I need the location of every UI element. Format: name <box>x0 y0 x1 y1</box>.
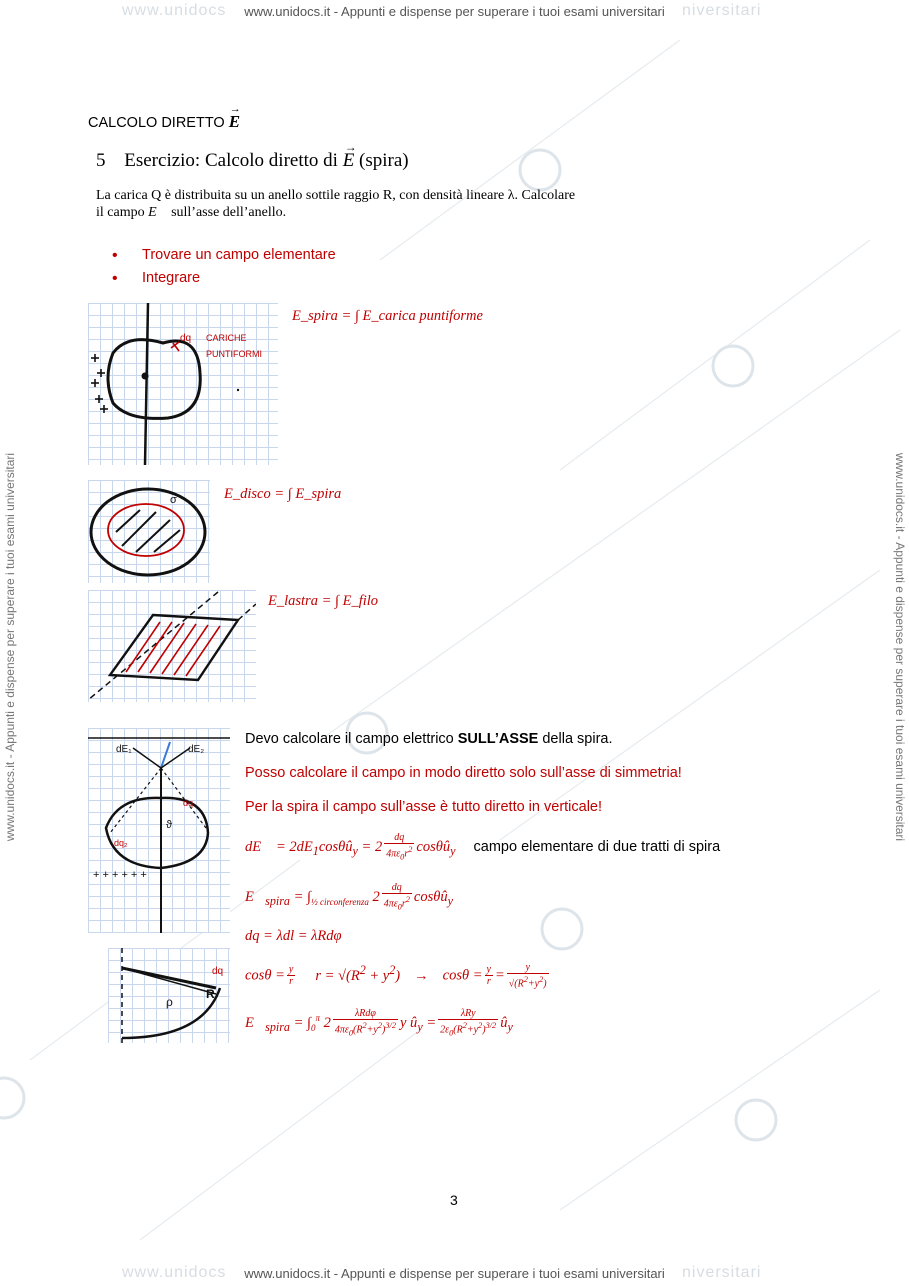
sketch-spira <box>88 303 278 465</box>
svg-text:ϑ: ϑ <box>166 819 173 831</box>
exercise-text <box>96 187 575 221</box>
svg-text:dq: dq <box>180 333 192 344</box>
text-line3: Per la spira il campo sull’asse è tutto diretto in verticale! <box>245 799 603 815</box>
exercise-text-line2a: il campo <box>96 205 145 220</box>
exercise-title-suffix: (spira) <box>359 150 409 171</box>
bullet-item: • Trovare un campo elementare <box>112 247 336 270</box>
footer-ghost-left: www.unidocs <box>122 1264 227 1281</box>
exercise-number: 5 <box>96 150 106 171</box>
text-line2: Posso calcolare il campo in modo diretto solo sull’asse di simmetria! <box>245 765 682 781</box>
side-watermark-left: www.unidocs.it - Appunti e dispense per superare i tuoi esami universitari <box>3 452 17 842</box>
formula-e-spira-result: $E⃗_{spira} = \int_0^\pi$ 2 $\frac{\text{λRdφ}}{4\pi\varepsilon_0(R^2+y^2)^{3/2}}$ y $û_y$ = $\frac{\text{λRy}}{2\varepsilon_0(R^2+y^2)^{3/2}}$ $û_y$ <box>245 1008 513 1038</box>
svg-text:dq: dq <box>183 798 194 808</box>
svg-text:+ + + + + +: + + + + + + <box>93 869 147 881</box>
text-line1-a: Devo calcolare il campo elettrico <box>245 731 458 747</box>
vector-e-symbol: E → <box>228 103 241 131</box>
formula-e-spira-integral: $E⃗_{spira} = \int_{\frac{1}{2} circonferenza}$ 2 $\frac{dq}{4\pi\varepsilon_0r^2}$ cosθû$_y$ <box>245 882 453 912</box>
section-title <box>88 103 241 132</box>
svg-text:CARICHE: CARICHE <box>206 333 247 343</box>
footer-watermark: www.unidocs.it - Appunti e dispense per superare i tuoi esami universitari <box>244 1266 665 1281</box>
sketch-disco <box>88 480 210 583</box>
vector-e-symbol: E⃗ <box>148 205 168 220</box>
svg-text:R: R <box>206 987 215 1001</box>
exercise-heading <box>96 140 409 172</box>
header-ghost-right: niversitari <box>682 2 762 19</box>
header-ghost-left: www.unidocs <box>122 2 227 19</box>
exercise-text-line2b: sull’asse dell’anello. <box>171 205 287 220</box>
svg-text:dE₁: dE₁ <box>116 744 132 755</box>
page-number: 3 <box>450 1192 458 1208</box>
exercise-title: Esercizio: Calcolo diretto di <box>124 150 338 171</box>
text-line1-b: SULL’ASSE <box>457 731 539 747</box>
header-watermark: www.unidocs.it - Appunti e dispense per superare i tuoi esami universitari <box>244 4 665 19</box>
formula-spira: E_spira = ∫ E_carica puntiforme <box>292 308 483 324</box>
sketch-lastra <box>88 590 256 702</box>
formula-lastra: E_lastra = ∫ E_filo <box>268 593 379 609</box>
side-watermark-right: www.unidocs.it - Appunti e dispense per superare i tuoi esami universitari <box>893 452 907 842</box>
sketch-spira-asse <box>88 728 230 933</box>
svg-text:dE₂: dE₂ <box>188 744 205 755</box>
exercise-text-line1: La carica Q è distribuita su un anello sottile raggio R, con densità lineare λ. Calcolare <box>96 188 576 203</box>
footer-ghost-right: niversitari <box>682 1264 762 1281</box>
formula-cos: cosθ = $\frac{y}{r}$ $r = √(R^2 + y^2) \to \cos\theta$ = $\frac{y}{r}$ = $\frac{y}{√(R^2+y^2)}$ <box>245 962 547 990</box>
formula-disco: E_disco = ∫ E_spira <box>224 486 342 502</box>
formula-dq: dq = λdl = λRdφ <box>245 928 342 944</box>
caption-elementare: campo elementare di due tratti di spira <box>473 839 721 855</box>
section-title-text: CALCOLO DIRETTO <box>88 115 225 131</box>
vector-e-symbol: E → <box>342 140 357 171</box>
formula-dE: dE⃗ = $2dE_1\cos\theta û_y = 2$ $\frac{dq}{4\pi\varepsilon_0r^2}$ cosθû$_y$ campo elementare di due tratti di spira <box>245 832 721 862</box>
bullet-list <box>112 247 336 293</box>
svg-text:dq₂: dq₂ <box>114 838 128 848</box>
bullet-item: • Integrare <box>112 270 336 293</box>
text-line1-c: della spira. <box>538 731 613 747</box>
svg-text:PUNTIFORMI: PUNTIFORMI <box>206 349 262 359</box>
text-line1 <box>245 731 613 747</box>
svg-text:ρ: ρ <box>166 995 173 1009</box>
svg-text:dq: dq <box>212 966 224 977</box>
sketch-detail <box>108 948 230 1043</box>
sigma-label: σ <box>170 494 177 506</box>
